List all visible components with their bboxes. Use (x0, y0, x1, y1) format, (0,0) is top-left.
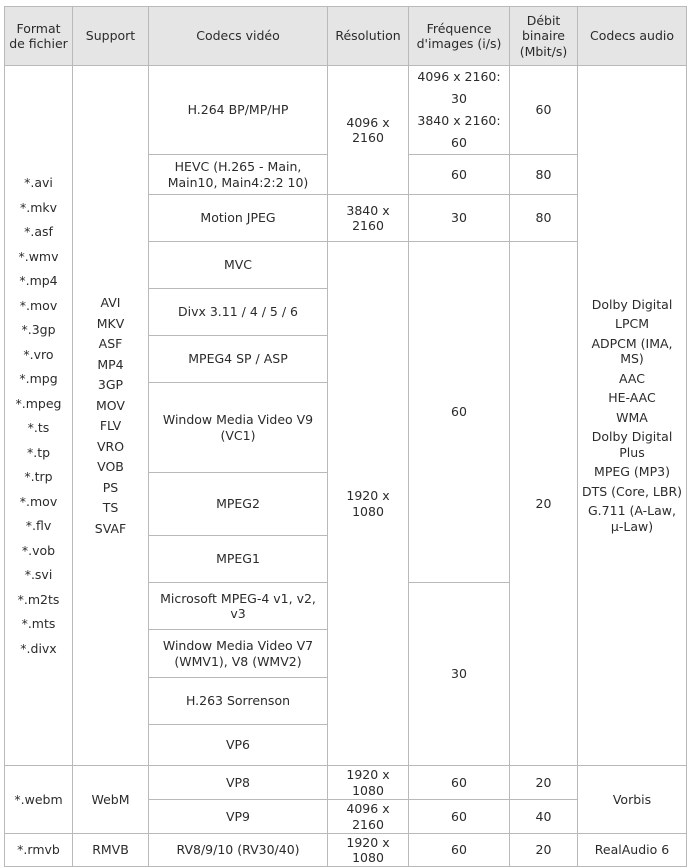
support-list (73, 66, 149, 766)
support-item: TS (102, 500, 119, 515)
audio-rmvb: RealAudio 6 (578, 834, 687, 867)
codec-mpeg1: MPEG1 (149, 536, 328, 583)
support-item: PS (102, 479, 119, 495)
table-row (5, 834, 687, 867)
header-support: Support (73, 7, 149, 66)
res-4096: 4096 x 2160 (328, 66, 409, 195)
bitrate-group: 20 (510, 242, 578, 766)
codec-vp6: VP6 (149, 725, 328, 766)
format-item: *.mp4 (19, 273, 58, 288)
codec-divx: Divx 3.11 / 4 / 5 / 6 (149, 289, 328, 336)
bitrate-rmvb: 20 (510, 834, 578, 867)
table-row (5, 66, 687, 155)
format-item: *.mts (21, 616, 56, 631)
codec-wmv7: Window Media Video V7 (WMV1), V8 (WMV2) (149, 630, 328, 678)
format-item: *.mpeg (15, 395, 62, 411)
bitrate-vp9: 40 (510, 800, 578, 834)
codec-mpeg4: MPEG4 SP / ASP (149, 336, 328, 383)
format-rmvb: *.rmvb (5, 834, 73, 867)
format-item: *.mpg (19, 371, 58, 386)
support-item: MOV (96, 397, 125, 413)
format-webm: *.webm (5, 766, 73, 834)
format-item: *.ts (27, 420, 50, 435)
audio-item: LPCM (614, 316, 649, 332)
support-item: MP4 (97, 356, 124, 372)
codec-h264: H.264 BP/MP/HP (149, 66, 328, 155)
fps-group-60: 60 (409, 242, 510, 583)
format-item: *.mov (19, 297, 58, 313)
header-codecs-video: Codecs vidéo (149, 7, 328, 66)
format-item: *.svi (24, 567, 53, 582)
audio-item: MPEG (MP3) (594, 464, 670, 480)
codec-rv: RV8/9/10 (RV30/40) (149, 834, 328, 867)
support-item: FLV (99, 418, 122, 433)
format-item: *.vro (23, 346, 54, 362)
audio-item: HE-AAC (608, 390, 656, 406)
res-1920: 1920 x 1080 (328, 242, 409, 766)
fps-h264-b: 3840 x 2160: 60 (417, 113, 501, 150)
audio-item: AAC (619, 370, 645, 386)
audio-list (578, 66, 687, 766)
codec-mpeg2: MPEG2 (149, 473, 328, 536)
audio-item: G.711 (A-Law, μ-Law) (588, 503, 676, 534)
header-codecs-audio: Codecs audio (578, 7, 687, 66)
support-item: AVI (100, 295, 121, 310)
audio-item: WMA (616, 409, 648, 425)
support-item: SVAF (94, 520, 127, 536)
format-item: *.m2ts (17, 591, 60, 607)
res-vp9: 4096 x 2160 (328, 800, 409, 834)
codec-wmv9: Window Media Video V9 (VC1) (149, 383, 328, 473)
audio-webm: Vorbis (578, 766, 687, 834)
audio-item: Dolby Digital Plus (591, 429, 673, 460)
support-webm: WebM (73, 766, 149, 834)
format-item: *.asf (24, 224, 53, 239)
codec-vp8: VP8 (149, 766, 328, 800)
res-rmvb: 1920 x 1080 (328, 834, 409, 867)
format-item: *.wmv (18, 248, 59, 264)
codec-hevc: HEVC (H.265 - Main, Main10, Main4:2:2 10) (149, 155, 328, 195)
res-3840: 3840 x 2160 (328, 195, 409, 242)
format-item: *.trp (24, 469, 53, 484)
fps-h264-a: 4096 x 2160: 30 (417, 69, 501, 106)
format-item: *.tp (26, 444, 51, 460)
table-row (5, 766, 687, 800)
format-item: *.mkv (19, 199, 58, 215)
format-item: *.3gp (21, 322, 56, 337)
fps-hevc: 60 (409, 155, 510, 195)
fps-vp9: 60 (409, 800, 510, 834)
format-list (5, 66, 73, 766)
fps-mjpeg: 30 (409, 195, 510, 242)
support-item: 3GP (97, 377, 124, 392)
support-item: MKV (96, 315, 125, 331)
codec-spec-table (4, 6, 687, 867)
format-item: *.vob (21, 542, 56, 558)
header-row (5, 7, 687, 66)
fps-h264 (409, 66, 510, 155)
codec-ms-mpeg4: Microsoft MPEG-4 v1, v2, v3 (149, 583, 328, 630)
header-frequence: Fréquence d'images (i/s) (409, 7, 510, 66)
format-item: *.mov (19, 493, 58, 509)
bitrate-h264: 60 (510, 66, 578, 155)
support-item: VOB (97, 459, 124, 474)
fps-rmvb: 60 (409, 834, 510, 867)
fps-group-30: 30 (409, 583, 510, 766)
header-resolution: Résolution (328, 7, 409, 66)
codec-vp9: VP9 (149, 800, 328, 834)
audio-item: Dolby Digital (591, 296, 673, 312)
header-format: Format de fichier (5, 7, 73, 66)
fps-vp8: 60 (409, 766, 510, 800)
bitrate-mjpeg: 80 (510, 195, 578, 242)
codec-mjpeg: Motion JPEG (149, 195, 328, 242)
support-rmvb: RMVB (73, 834, 149, 867)
header-debit: Débit binaire (Mbit/s) (510, 7, 578, 66)
audio-item: ADPCM (IMA, MS) (591, 335, 673, 367)
format-item: *.flv (25, 518, 52, 533)
audio-item: DTS (Core, LBR) (581, 483, 683, 499)
bitrate-hevc: 80 (510, 155, 578, 195)
support-item: VRO (96, 438, 125, 454)
support-item: ASF (98, 336, 123, 351)
format-item: *.divx (20, 640, 57, 656)
codec-h263: H.263 Sorrenson (149, 678, 328, 725)
codec-mvc: MVC (149, 242, 328, 289)
format-item: *.avi (24, 175, 53, 190)
bitrate-vp8: 20 (510, 766, 578, 800)
res-vp8: 1920 x 1080 (328, 766, 409, 800)
